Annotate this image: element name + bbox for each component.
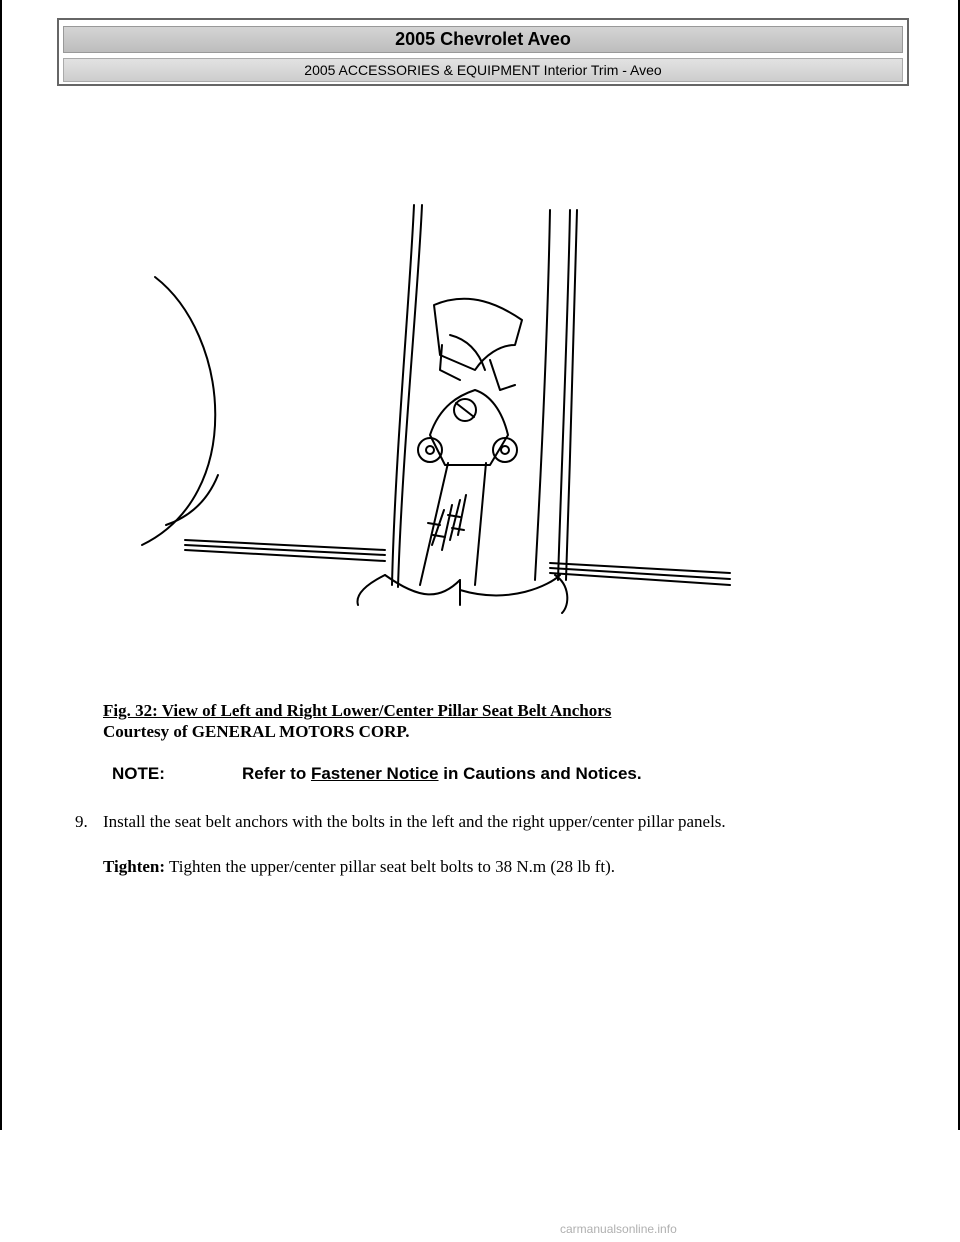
document-subtitle: 2005 ACCESSORIES & EQUIPMENT Interior Trim - Aveo: [63, 58, 903, 82]
figure-caption: [103, 700, 611, 742]
tighten-text: Tighten the upper/center pillar seat belt bolts to 38 N.m (28 lb ft).: [165, 857, 615, 876]
watermark: carmanualsonline.info: [560, 1222, 677, 1236]
note-text-before: Refer to: [242, 764, 311, 783]
note: [112, 764, 642, 784]
page-border-left: [0, 0, 2, 1130]
note-text-after: in Cautions and Notices.: [438, 764, 642, 783]
seat-belt-anchor-illustration: [130, 195, 750, 615]
step-number: 9.: [75, 812, 88, 831]
figure-credit: Courtesy of GENERAL MOTORS CORP.: [103, 722, 410, 741]
page-header: [57, 18, 909, 86]
step-text: Install the seat belt anchors with the bolts in the left and the right upper/center pillar panels.: [103, 812, 726, 831]
tighten-label: Tighten:: [103, 857, 166, 876]
document-title: 2005 Chevrolet Aveo: [63, 26, 903, 53]
figure-title: Fig. 32: View of Left and Right Lower/Center Pillar Seat Belt Anchors: [103, 701, 612, 720]
tighten-spec: [103, 857, 615, 877]
fastener-notice-link[interactable]: Fastener Notice: [310, 764, 439, 783]
step-item: [75, 812, 726, 832]
note-label: NOTE:: [112, 764, 165, 783]
